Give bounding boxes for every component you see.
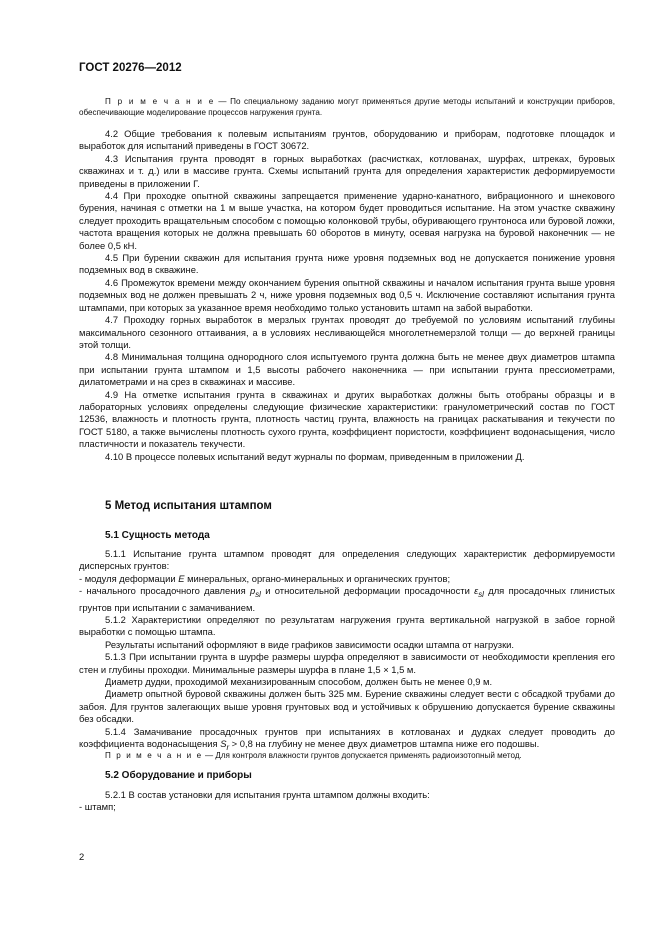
note-label: П р и м е ч а н и е (105, 751, 203, 760)
paragraph-5-1-2-results: Результаты испытаний оформляют в виде графиков зависимости осадки штампа от нагрузки. (105, 638, 515, 650)
list-item-subsidence: - начального просадочного давления $p_{sl}$ и относительной деформации просадочности $\varepsilon_{sl}$ для просадочных глинистых грунтов при испытании с замачиванием. (79, 585, 615, 613)
paragraph-5-1-3: 5.1.3 При испытании грунта в шурфе размеры шурфа определяют в зависимости от необходимости крепления его стен и глубины проходки. Минимальные размеры шурфа в плане 1,5 × 1,5 м. (79, 651, 615, 675)
paragraph-4-9: 4.9 На отметке испытания грунта в скважинах и других выработках должны быть отобраны образцы и в лабораторных условиях определены следующие физические характеристики: гранулометрический состав по ГОСТ 12536, влажность и плотность грунта, плотность частиц грунта, влажность на границах раскатывания и текучести по ГОСТ 5180, а также вычислены плотность сухого грунта, коэффициент пористости, коэффициент водонасыщения, число пластичности и показатель текучести. (79, 388, 615, 450)
list-item-modulus: - модуля деформации E минеральных, органо-минеральных и органических грунтов; (79, 572, 451, 584)
note-1 (79, 96, 615, 118)
paragraph-4-6: 4.6 Промежуток времени между окончанием бурения опытной скважины и началом испытания грунта выше уровня подземных вод не должен превышать 2 ч, ниже уровня подземных вод 0,5 ч. Исключение составляют испытания грунта штампами, при которых за указанное время необходимо только установить штамп на забой выработки. (79, 276, 615, 313)
section-4-body (79, 128, 615, 463)
note-2 (79, 750, 615, 761)
paragraph-4-10: 4.10 В процессе полевых испытаний ведут журналы по формам, приведенным в приложении Д. (105, 450, 525, 462)
section-5-heading-block (79, 500, 615, 512)
note-label: П р и м е ч а н и е (105, 97, 215, 106)
paragraph-4-5: 4.5 При бурении скважин для испытания грунта ниже уровня подземных вод не допускается понижение уровня подземных вод в скважине. (79, 252, 615, 276)
note-text: — Для контроля влажности грунтов допускается применять радиоизотопный метод. (202, 751, 522, 760)
subsection-5-1-body (79, 548, 615, 754)
paragraph-4-3: 4.3 Испытания грунта проводят в горных выработках (расчистках, котлованах, шурфах, штреках, буровых скважинах и т. д.) или в массиве грунта. Схемы испытаний грунта для определения характеристик деформируемости приведены в приложении Г. (79, 152, 615, 189)
subsection-5-2-title: 5.2 Оборудование и приборы (105, 770, 252, 781)
paragraph-5-1-2: 5.1.2 Характеристики определяют по результатам нагружения грунта вертикальной нагрузкой в забое горной выработки с помощью штампа. (79, 613, 615, 638)
note-text: — По специальному заданию могут применяться другие методы испытаний и конструкции приборов, обеспечивающие моделирование процессов нагружения грунта. (79, 97, 615, 117)
paragraph-4-8: 4.8 Минимальная толщина однородного слоя испытуемого грунта должна быть не менее двух диаметров штампа при испытании грунта штампом и 1,5 высоты рабочего наконечника — при испытании грунта прессиометрами, дилатометрами и на срез в скважинах и массиве. (79, 351, 615, 388)
paragraph-5-1-3-borehole: Диаметр опытной буровой скважины должен быть 325 мм. Бурение скважины следует вести с обсадкой трубами до забоя. Для грунтов залегающих выше уровня грунтовых вод и устойчивых к обрушению допускается бурение скважины без обсадки. (79, 688, 615, 725)
paragraph-4-4: 4.4 При проходке опытной скважины запрещается применение ударно-канатного, вибрационного и шнекового бурения, начиная с отметки на 1 м выше участка, на котором будет проводиться испытание. На этом участке скважину следует проходить вращательным способом с помощью колонковой трубы, обуривающего грунтоноса или буровой ложки, частота вращения которых не должна превышать 60 оборотов в минуту, осевая нагрузка на буровой наконечник — не более 0,5 кН. (79, 190, 615, 251)
standard-header: ГОСТ 20276—2012 (79, 62, 182, 74)
paragraph-5-1-1: 5.1.1 Испытание грунта штампом проводят для определения следующих характеристик деформируемости дисперсных грунтов: (79, 548, 615, 572)
list-item-stamp: - штамп; (79, 801, 116, 813)
section-5-title: 5 Метод испытания штампом (105, 500, 272, 512)
page-number: 2 (79, 851, 85, 862)
paragraph-4-7: 4.7 Проходку горных выработок в мерзлых грунтах проводят до требуемой по условиям испытаний глубины максимального сезонного оттаивания, а в условиях несливающейся многолетнемерзлой толщи — до верхней границы этой толщи. (79, 314, 615, 350)
paragraph-4-2: 4.2 Общие требования к полевым испытаниям грунтов, оборудованию и приборам, подготовке площадок и выработок для испытаний приведены в ГОСТ 30672. (79, 128, 615, 152)
paragraph-5-2-1: 5.2.1 В состав установки для испытания грунта штампом должны входить: (105, 789, 430, 800)
paragraph-5-1-3-diameter: Диаметр дудки, проходимой механизированным способом, должен быть не менее 0,9 м. (105, 675, 493, 687)
paragraph-5-1-4: 5.1.4 Замачивание просадочных грунтов при испытаниях в котлованах и дудках следует проводить до коэффициента водонасыщения $S_r > 0,8$ на глубину не менее двух диаметров штампа ниже его подошвы. (79, 725, 615, 752)
subsection-5-1 (79, 530, 615, 542)
subsection-5-1-title: 5.1 Сущность метода (105, 530, 210, 541)
subsection-5-2-body (79, 789, 615, 814)
subsection-5-2 (79, 770, 615, 782)
